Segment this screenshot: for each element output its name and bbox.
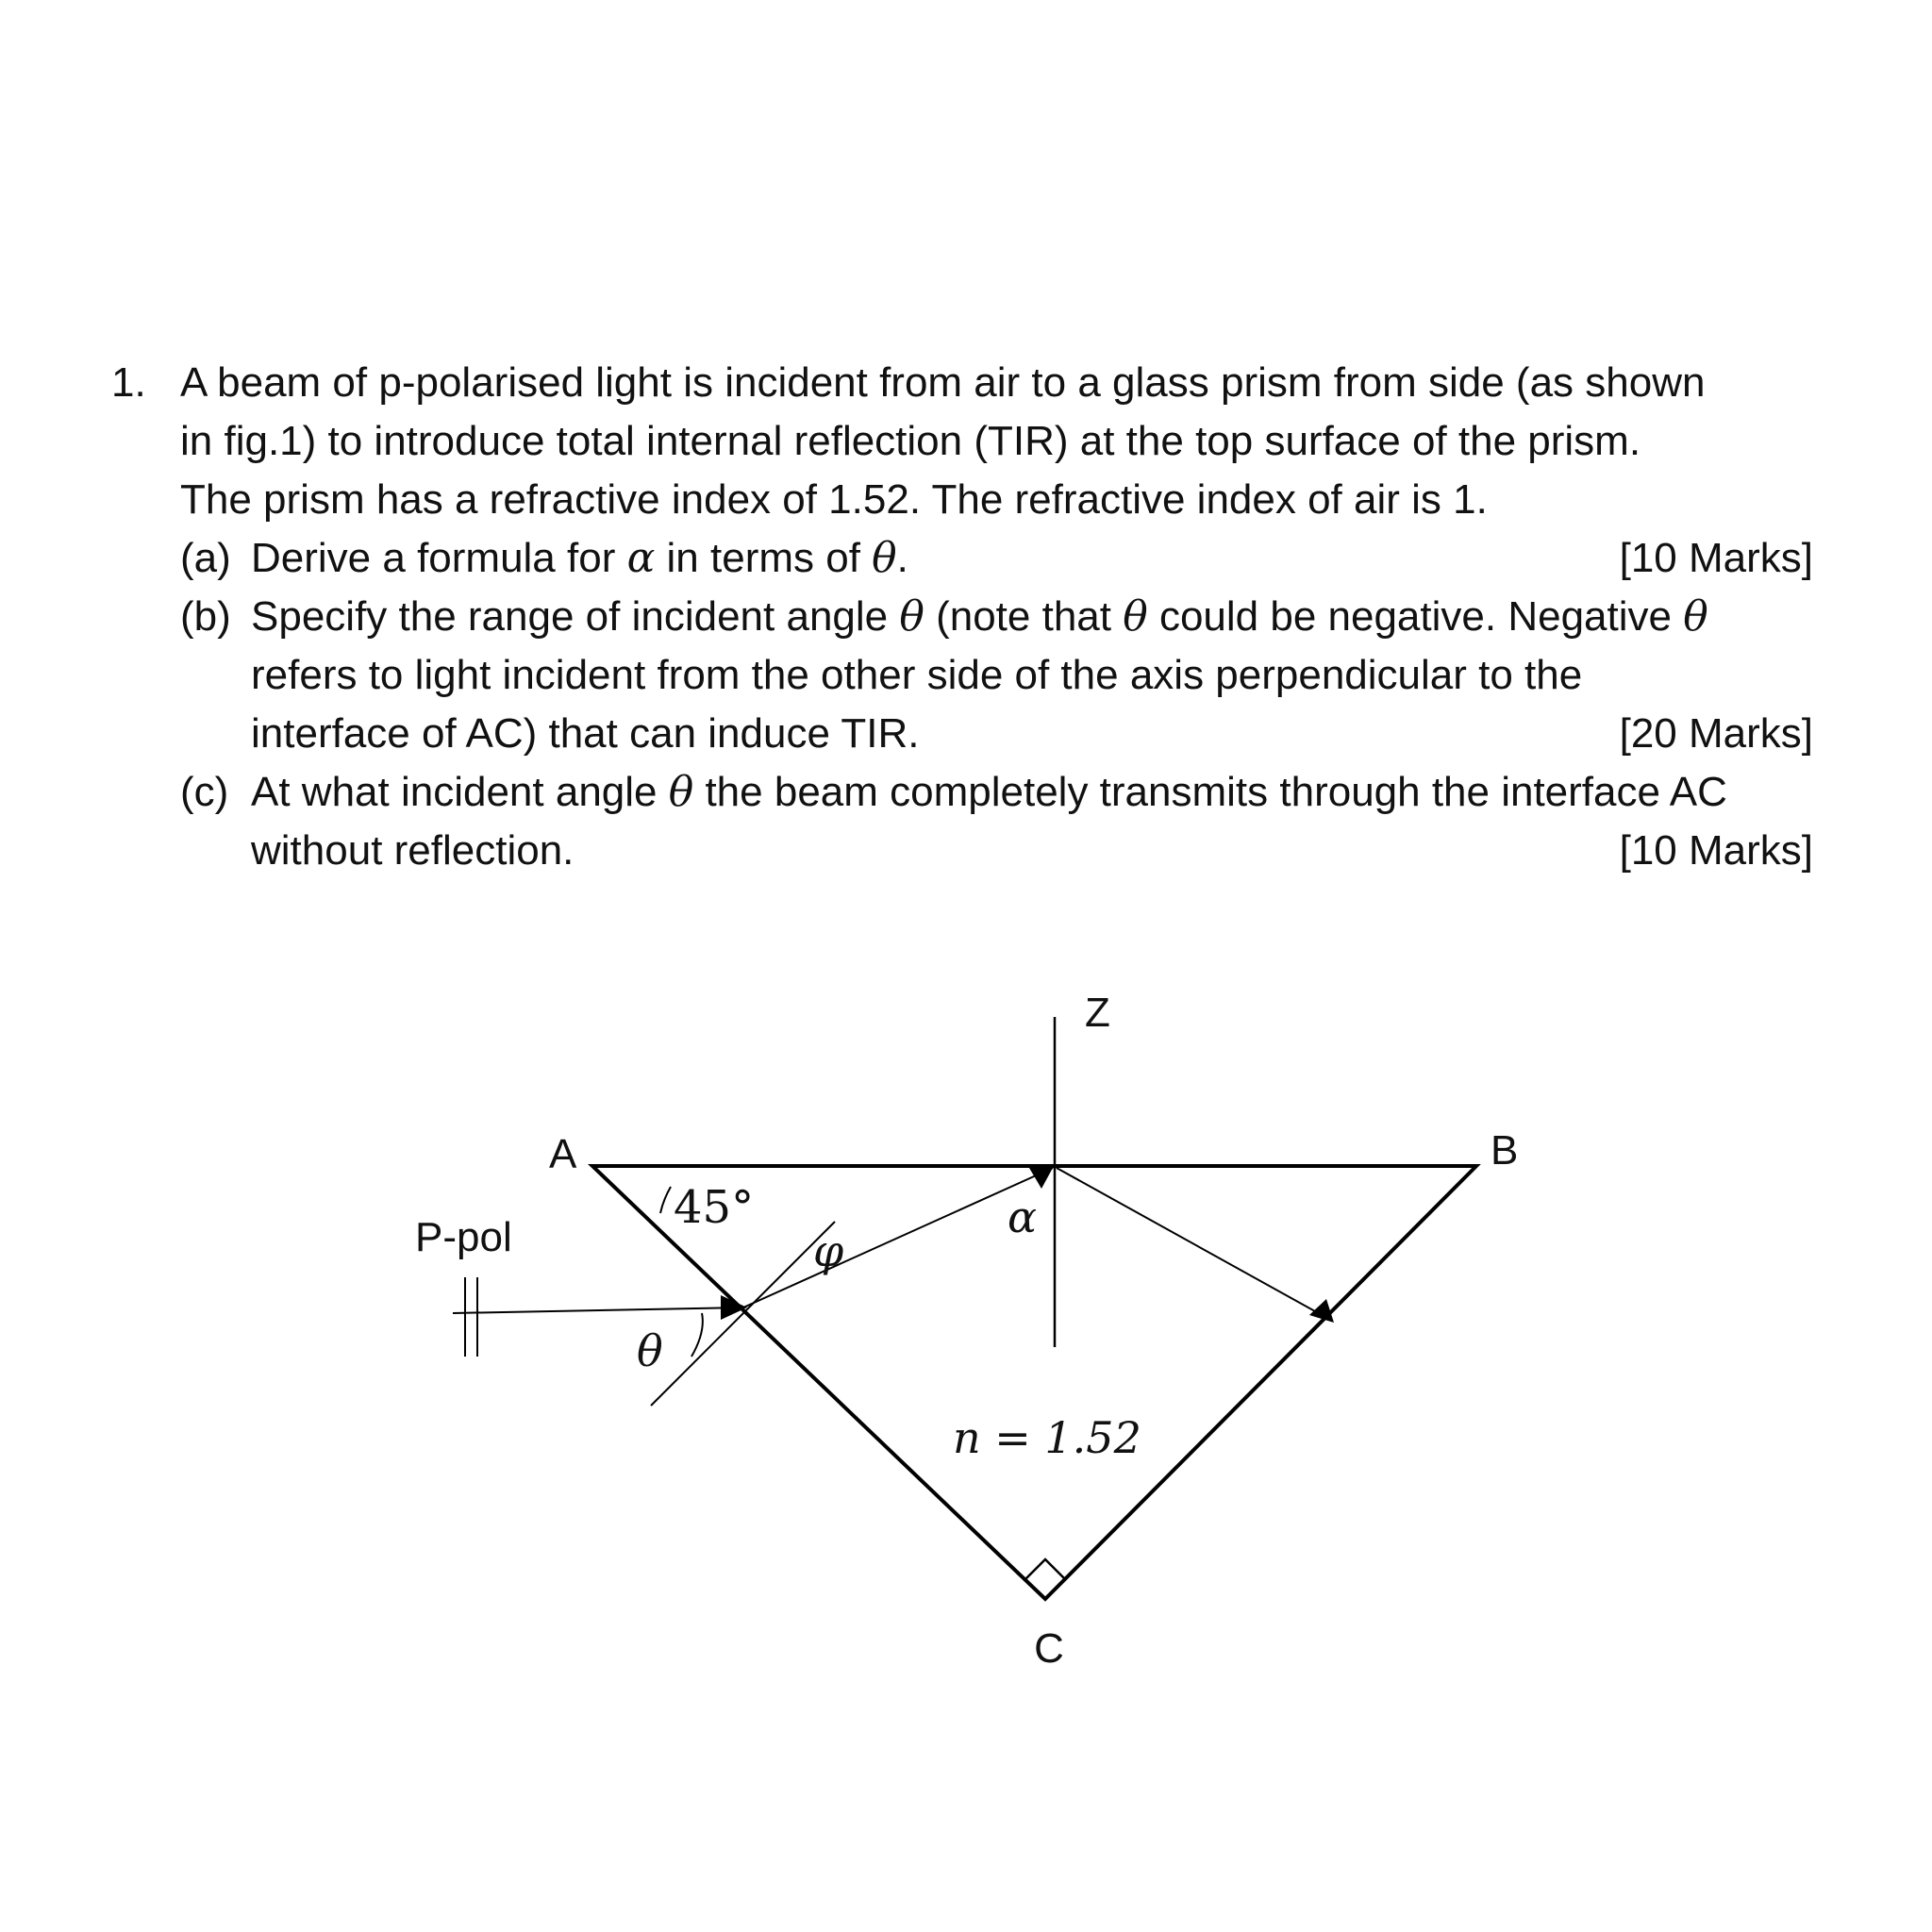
part-b-line-2: refers to light incident from the other side of the axis perpendicular to the: [251, 652, 1583, 698]
phi-label: φ: [813, 1225, 844, 1276]
incident-beam: [453, 1307, 743, 1313]
theta-label: θ: [637, 1325, 663, 1376]
z-axis-label: Z: [1085, 990, 1110, 1036]
part-b-line-3: interface of AC) that can induce TIR.: [251, 710, 920, 757]
intro-line-1: A beam of p-polarised light is incident from air to a glass prism from side (as shown: [180, 359, 1706, 406]
alpha-label: α: [1008, 1191, 1038, 1242]
vertex-c-label: C: [1034, 1625, 1064, 1672]
part-c-marks: [10 Marks]: [1619, 827, 1813, 874]
refractive-index-label: n = 1.52: [953, 1412, 1141, 1463]
vertex-a-label: A: [549, 1131, 577, 1177]
part-b-label: (b): [180, 593, 231, 640]
part-a-label: (a): [180, 535, 231, 581]
part-b-marks: [20 Marks]: [1619, 710, 1813, 757]
part-c-line-2: without reflection.: [251, 827, 575, 874]
right-angle-marker: [1025, 1559, 1065, 1599]
refracted-beam: [743, 1168, 1053, 1307]
part-a-text: Derive a formula for α in terms of θ.: [251, 534, 908, 582]
question-number: 1.: [111, 359, 146, 406]
intro-line-3: The prism has a refractive index of 1.52. The refractive index of air is 1.: [180, 476, 1488, 523]
angle-45-label: 45°: [674, 1181, 755, 1234]
part-b-line-1: Specify the range of incident angle θ (note that θ could be negative. Negative θ: [251, 592, 1708, 641]
part-a-marks: [10 Marks]: [1619, 535, 1813, 581]
theta-arc: [691, 1313, 703, 1357]
part-c-label: (c): [180, 769, 229, 815]
part-c-line-1: At what incident angle θ the beam completely transmits through the interface AC: [251, 768, 1727, 816]
refracted-arrowhead: [1029, 1168, 1053, 1189]
reflected-beam: [1057, 1168, 1332, 1321]
intro-line-2: in fig.1) to introduce total internal reflection (TIR) at the top surface of the prism.: [180, 418, 1641, 464]
source-label: P-pol: [415, 1214, 512, 1260]
vertex-b-label: B: [1491, 1127, 1519, 1174]
angle-45-arc: [660, 1187, 671, 1213]
